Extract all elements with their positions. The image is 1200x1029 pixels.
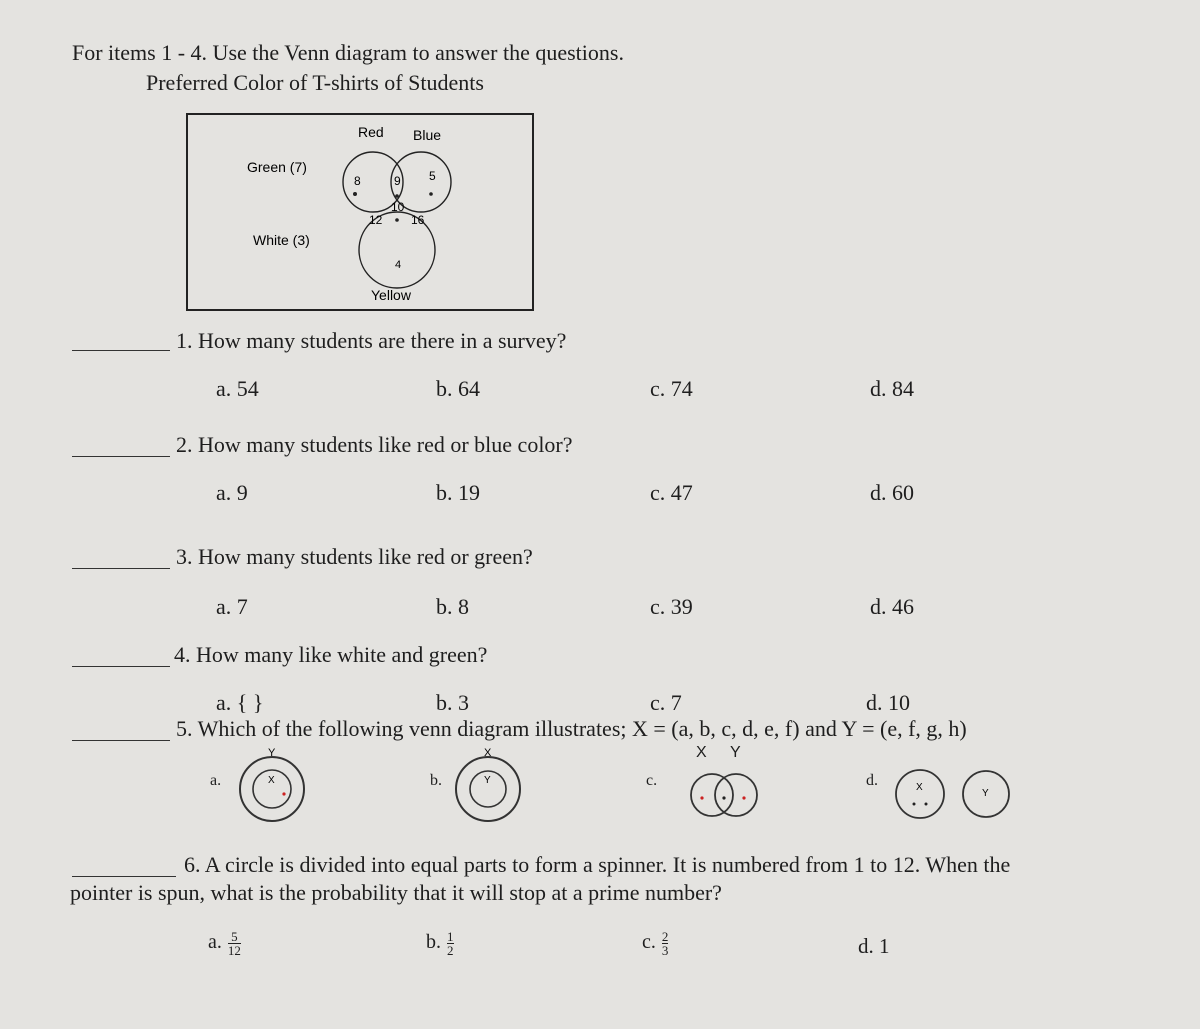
set-y-label: Y <box>484 775 491 786</box>
q5-choice-a: a. <box>210 772 222 789</box>
region-red-blue: 9 <box>394 174 401 188</box>
region-center: 10 <box>391 200 405 214</box>
q1-choice-a: a. 54 <box>216 376 259 401</box>
green-label: Green (7) <box>247 159 307 175</box>
question-3: 3. How many students like red or green? <box>176 544 533 569</box>
q3-choice-c: c. 39 <box>650 594 693 619</box>
question-2: 2. How many students like red or blue color? <box>176 432 573 457</box>
region-red-only: 8 <box>354 174 361 188</box>
q5-option-c-label-y: Y <box>730 744 741 761</box>
q4-choice-c: c. 7 <box>650 690 682 715</box>
q5-choice-c: c. <box>646 772 658 789</box>
set-x-label: X <box>268 775 275 786</box>
answer-blank-3[interactable] <box>72 568 170 569</box>
set-y-circle <box>240 757 304 821</box>
green-dot <box>353 192 357 196</box>
q1-choice-c: c. 74 <box>650 376 693 401</box>
q2-choice-d: d. 60 <box>870 480 914 505</box>
q3-choice-a: a. 7 <box>216 594 248 619</box>
answer-blank-6[interactable] <box>72 876 176 877</box>
venn-universe-box <box>187 114 533 310</box>
region-red-yellow: 12 <box>369 213 383 227</box>
q5-option-d-diagram <box>884 758 1024 828</box>
set-x-circle <box>896 770 944 818</box>
answer-blank-2[interactable] <box>72 456 170 457</box>
region-blue-only: 5 <box>429 169 436 183</box>
q6-choice-b: b. $\frac{1}{2}$ <box>426 929 454 958</box>
answer-blank-4[interactable] <box>72 666 170 667</box>
set-x-label: X <box>484 747 492 759</box>
q5-choice-d: d. <box>866 772 878 789</box>
question-4: 4. How many like white and green? <box>174 642 488 667</box>
white-label: White (3) <box>253 232 310 248</box>
q5-option-c-label-x: X <box>696 744 707 761</box>
question-5: 5. Which of the following venn diagram illustrates; X = (a, b, c, d, e, f) and Y = (e, f, g, h) <box>176 716 967 741</box>
q4-choice-b: b. 3 <box>436 690 469 715</box>
q5-option-c-diagram <box>680 768 770 822</box>
q4-choice-a: a. { } <box>216 690 264 715</box>
q6-choice-d: d. 1 <box>858 934 890 958</box>
venn-diagram <box>185 112 535 312</box>
region-yellow-only: 4 <box>395 259 402 271</box>
question-6: 6. A circle is divided into equal parts to form a spinner. It is numbered from 1 to 12. When the <box>184 852 1011 877</box>
set-y-label: Y <box>982 788 989 799</box>
region-blue-yellow: 16 <box>411 213 425 227</box>
red-blue-dot <box>395 194 399 198</box>
set-y-circle <box>715 774 757 816</box>
q6-choice-a: a. $\frac{5}{12}$ <box>208 929 241 958</box>
q5-choice-b: b. <box>430 772 442 789</box>
q5-option-a-diagram <box>232 746 312 826</box>
q1-choice-d: d. 84 <box>870 376 914 401</box>
set-x-circle <box>691 774 733 816</box>
instructions: For items 1 - 4. Use the Venn diagram to answer the questions. <box>72 40 624 65</box>
set-x-label: X <box>916 782 923 793</box>
blue-dot <box>429 192 433 196</box>
answer-blank-5[interactable] <box>72 740 170 741</box>
q2-choice-b: b. 19 <box>436 480 480 505</box>
yellow-label: Yellow <box>371 287 411 303</box>
red-label: Red <box>358 124 384 140</box>
q3-choice-d: d. 46 <box>870 594 914 619</box>
q2-choice-a: a. 9 <box>216 480 248 505</box>
q5-option-b-diagram <box>446 746 526 826</box>
white-dot <box>395 218 399 222</box>
answer-blank-1[interactable] <box>72 350 170 351</box>
q3-choice-b: b. 8 <box>436 594 469 619</box>
set-y-label: Y <box>268 747 276 759</box>
q2-choice-c: c. 47 <box>650 480 693 505</box>
q6-choice-c: c. $\frac{2}{3}$ <box>642 929 669 958</box>
blue-label: Blue <box>413 127 442 143</box>
set-x-circle <box>456 757 520 821</box>
q1-choice-b: b. 64 <box>436 376 480 401</box>
diagram-title: Preferred Color of T-shirts of Students <box>146 70 484 95</box>
question-6-continuation: pointer is spun, what is the probability that it will stop at a prime number? <box>70 880 722 905</box>
question-1: 1. How many students are there in a survey? <box>176 328 567 353</box>
q4-choice-d: d. 10 <box>866 690 910 715</box>
